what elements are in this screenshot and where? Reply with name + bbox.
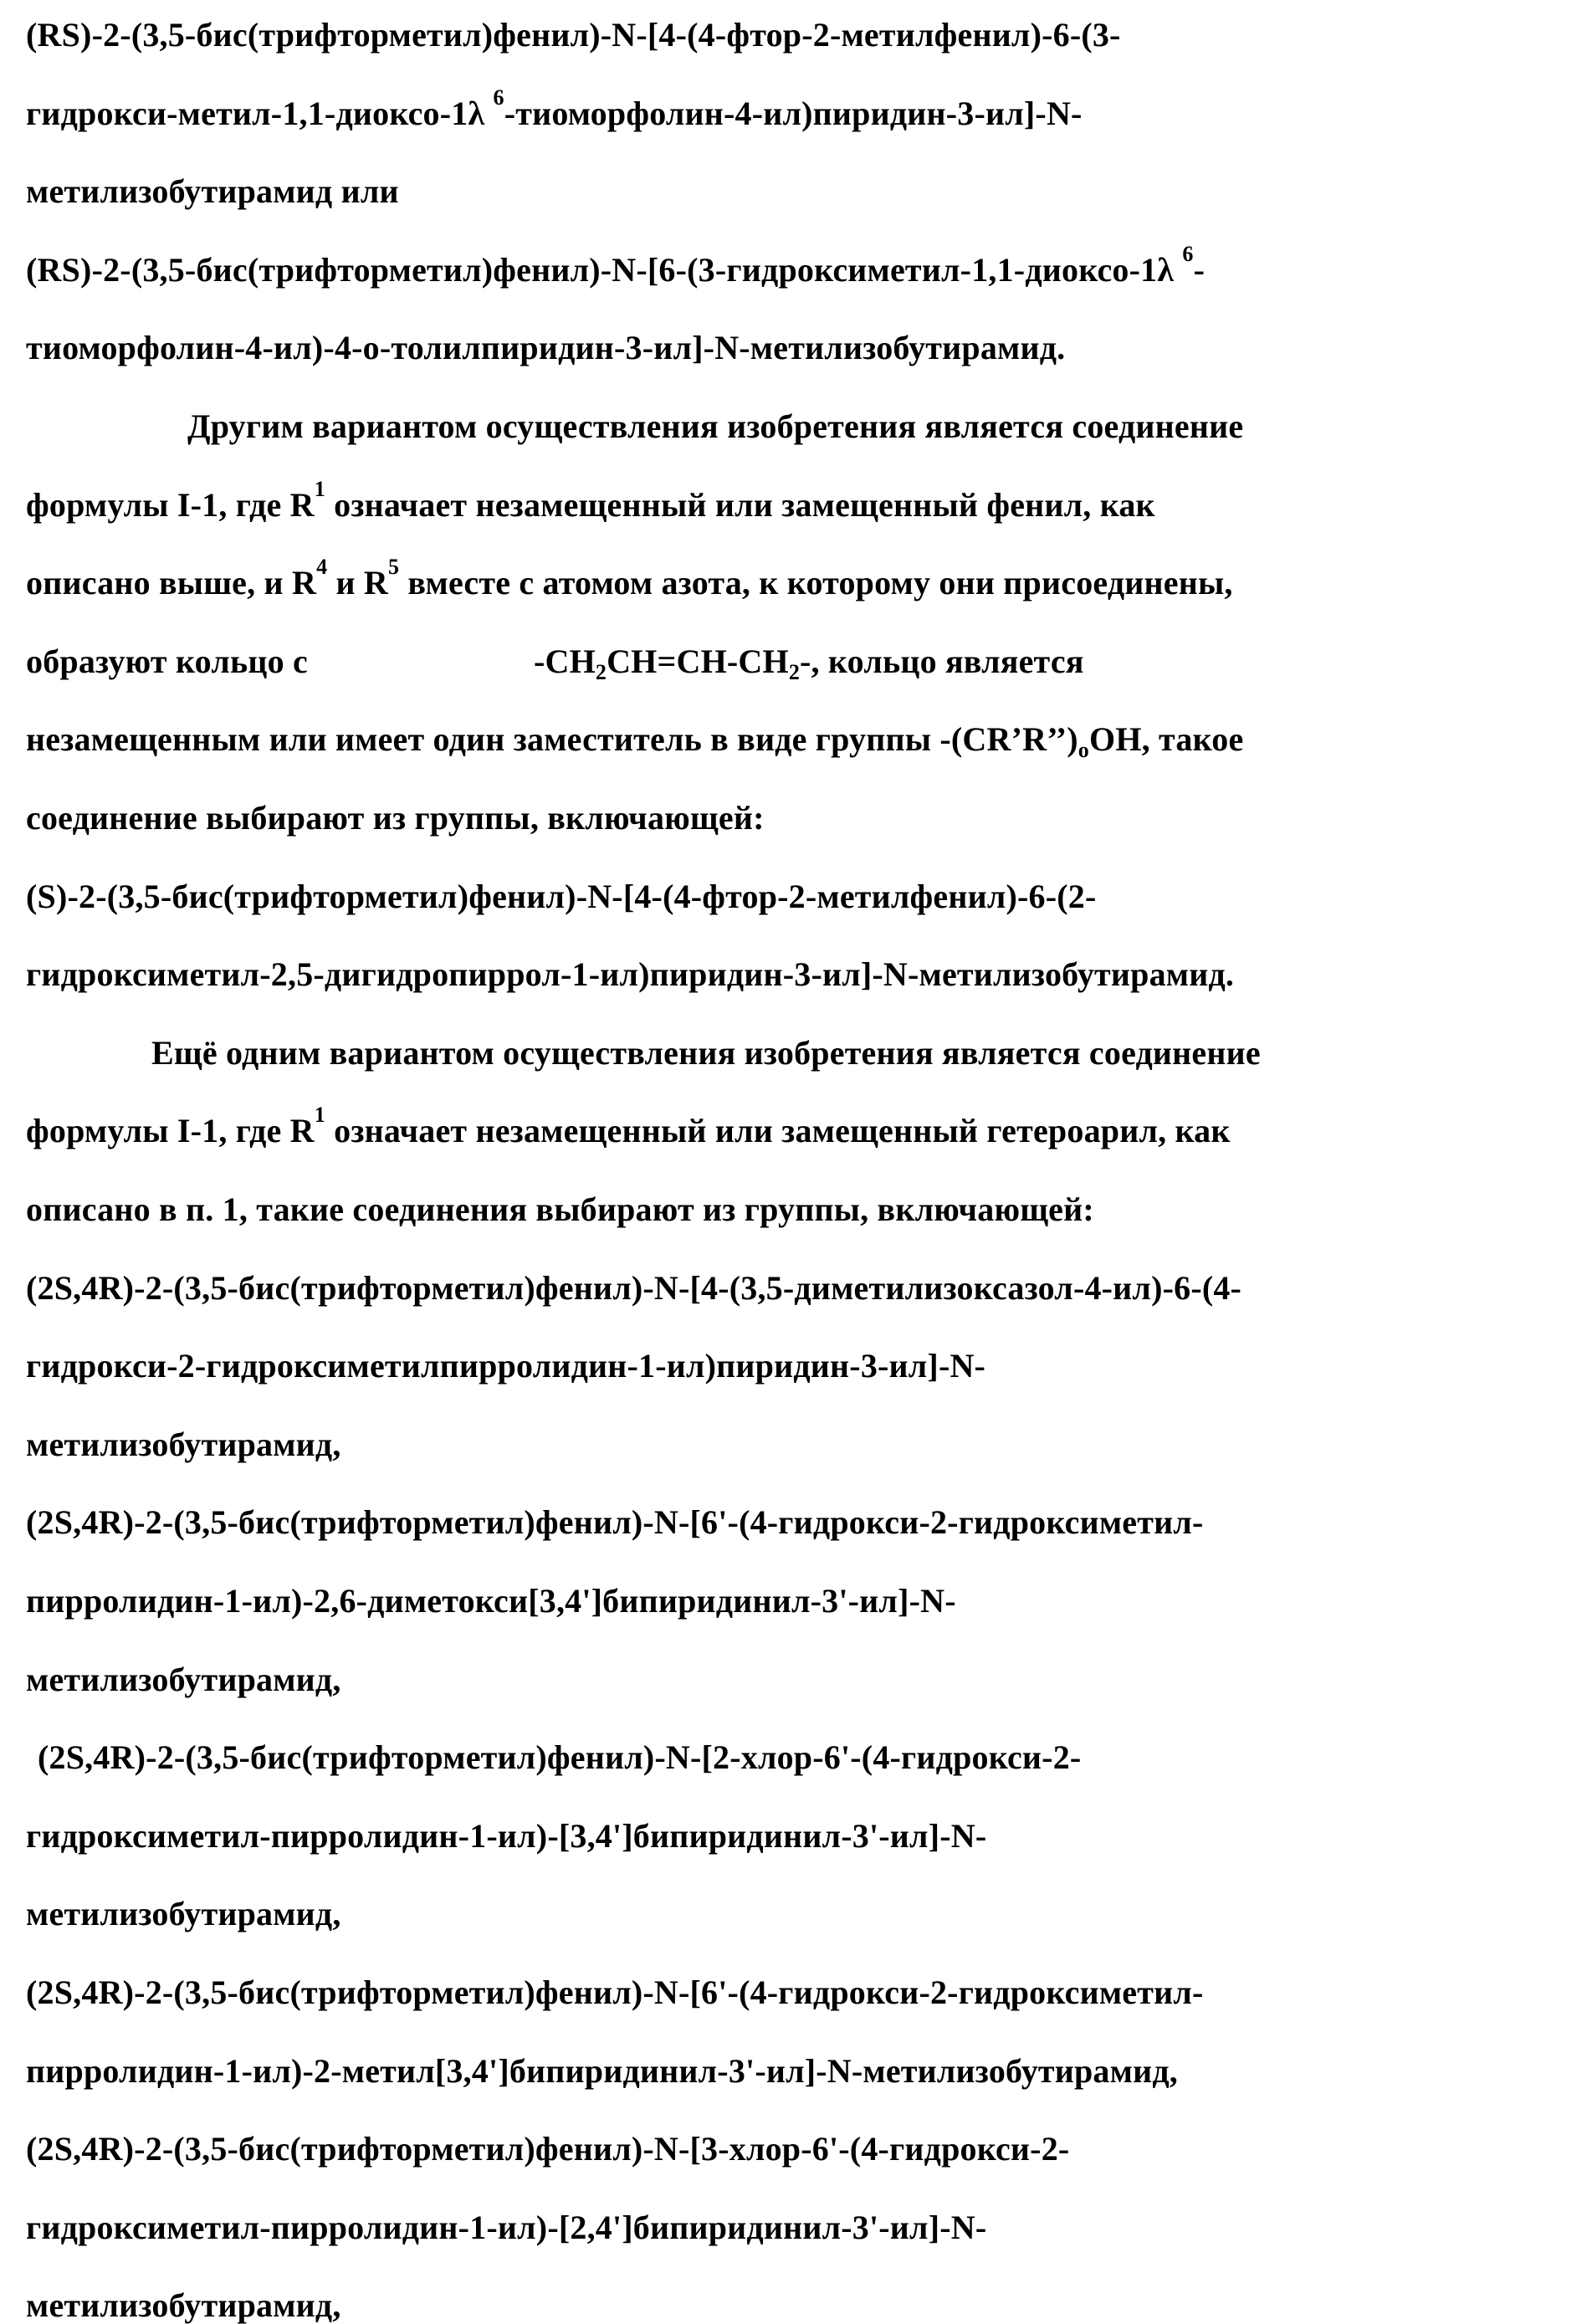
text-segment: (S)-2-(3,5-бис(трифторметил)фенил)-N-[4-(4-фтор-2-метилфенил)-6-(2-	[26, 878, 1097, 915]
text-segment: соединение выбирают из группы, включающей:	[26, 799, 765, 837]
superscript: 1	[315, 477, 325, 501]
text-line	[26, 1506, 1204, 1539]
text-segment: формулы I-1, где R	[26, 486, 315, 524]
text-segment: гидрокси-2-гидроксиметилпирролидин-1-ил)пиридин-3-ил]-N-	[26, 1347, 985, 1385]
text-segment: (2S,4R)-2-(3,5-бис(трифторметил)фенил)-N-[4-(3,5-диметилизоксазол-4-ил)-6-(4-	[26, 1269, 1241, 1307]
text-segment: означает незамещенный или замещенный фенил, как	[325, 486, 1155, 524]
text-segment: (RS)-2-(3,5-бис(трифторметил)фенил)-N-[6-(3-гидроксиметил-1,1-диоксо-1λ	[26, 251, 1182, 289]
text-line	[26, 566, 1233, 600]
text-segment: -	[1194, 251, 1206, 289]
text-line	[26, 958, 1234, 991]
text-line	[26, 1820, 986, 1853]
text-line	[187, 410, 1243, 443]
text-line	[38, 1741, 1081, 1774]
text-line	[26, 97, 1083, 131]
text-line	[26, 489, 1155, 522]
text-segment: гидрокси-метил-1,1-диоксо-1λ	[26, 95, 494, 132]
text-segment: описано в п. 1, такие соединения выбирают из группы, включающей:	[26, 1190, 1094, 1228]
text-segment: метилизобутирамид,	[26, 1895, 341, 1932]
text-segment: формулы I-1, где R	[26, 1112, 315, 1149]
text-line	[26, 723, 1243, 756]
text-line	[26, 1663, 341, 1697]
text-line	[26, 253, 1205, 287]
text-segment: метилизобутирамид,	[26, 1426, 341, 1463]
superscript: 1	[315, 1103, 325, 1127]
text-line	[26, 331, 1065, 365]
text-line	[26, 1114, 1231, 1148]
text-line	[26, 175, 399, 208]
text-segment: тиоморфолин-4-ил)-4-о-толилпиридин-3-ил]-N-метилизобутирамид.	[26, 329, 1065, 366]
text-segment: OH, такое	[1089, 720, 1243, 758]
text-segment: метилизобутирамид,	[26, 1661, 341, 1698]
superscript: 6	[1182, 242, 1193, 266]
text-segment: (2S,4R)-2-(3,5-бис(трифторметил)фенил)-N-[6'-(4-гидрокси-2-гидроксиметил-	[26, 1973, 1204, 2011]
superscript: 6	[494, 85, 504, 110]
text-line	[26, 18, 1121, 52]
text-segment: Ещё одним вариантом осуществления изобретения является соединение	[151, 1034, 1261, 1072]
text-segment: метилизобутирамид или	[26, 172, 399, 210]
text-segment: (2S,4R)-2-(3,5-бис(трифторметил)фенил)-N-[3-хлор-6'-(4-гидрокси-2-	[26, 2130, 1069, 2168]
text-segment: (2S,4R)-2-(3,5-бис(трифторметил)фенил)-N-[2-хлор-6'-(4-гидрокси-2-	[38, 1738, 1081, 1776]
text-line	[26, 1349, 985, 1383]
text-segment: пирролидин-1-ил)-2-метил[3,4']бипиридинил-3'-ил]-N-метилизобутирамид,	[26, 2052, 1178, 2090]
text-line	[26, 2055, 1178, 2088]
text-line	[26, 2289, 341, 2322]
text-line	[26, 1272, 1241, 1305]
text-segment: гидроксиметил-пирролидин-1-ил)-[3,4']бипиридинил-3'-ил]-N-	[26, 1817, 986, 1855]
text-segment: вместе с атомом азота, к которому они присоединены,	[399, 564, 1232, 601]
text-segment: (2S,4R)-2-(3,5-бис(трифторметил)фенил)-N-[6'-(4-гидрокси-2-гидроксиметил-	[26, 1503, 1204, 1541]
text-segment: Другим вариантом осуществления изобретения является соединение	[187, 407, 1243, 445]
text-segment: метилизобутирамид,	[26, 2286, 341, 2324]
text-line	[26, 1193, 1094, 1226]
superscript: 4	[316, 555, 327, 579]
text-segment: CH=CH-CH	[607, 642, 789, 680]
text-line	[26, 1584, 956, 1618]
text-segment: незамещенным или имеет один заместитель в виде группы -(CR’R’’)	[26, 720, 1078, 758]
text-line	[26, 1428, 341, 1461]
text-line	[26, 1976, 1204, 2009]
text-line	[26, 2211, 986, 2245]
text-segment: пирролидин-1-ил)-2,6-диметокси[3,4']бипиридинил-3'-ил]-N-	[26, 1582, 956, 1620]
text-line	[26, 645, 1084, 678]
text-segment: и R	[327, 564, 388, 601]
text-segment: гидроксиметил-2,5-дигидропиррол-1-ил)пиридин-3-ил]-N-метилизобутирамид.	[26, 955, 1234, 993]
text-segment: гидроксиметил-пирролидин-1-ил)-[2,4']бипиридинил-3'-ил]-N-	[26, 2209, 986, 2246]
text-line	[26, 880, 1097, 914]
text-segment: (RS)-2-(3,5-бис(трифторметил)фенил)-N-[4-(4-фтор-2-метилфенил)-6-(3-	[26, 16, 1121, 54]
text-line	[26, 1897, 341, 1931]
superscript: 5	[388, 555, 399, 579]
text-segment: -, кольцо является	[800, 642, 1084, 680]
subscript: 2	[596, 660, 607, 684]
text-segment: -тиоморфолин-4-ил)пиридин-3-ил]-N-	[504, 95, 1083, 132]
text-line	[151, 1037, 1261, 1070]
subscript: o	[1078, 738, 1089, 762]
text-line	[26, 2132, 1069, 2166]
text-segment: описано выше, и R	[26, 564, 316, 601]
text-segment: -CH	[534, 642, 596, 680]
text-line	[26, 801, 765, 835]
text-segment: образуют кольцо с	[26, 642, 308, 680]
subscript: 2	[789, 660, 800, 684]
text-segment: означает незамещенный или замещенный гетероарил, как	[325, 1112, 1231, 1149]
